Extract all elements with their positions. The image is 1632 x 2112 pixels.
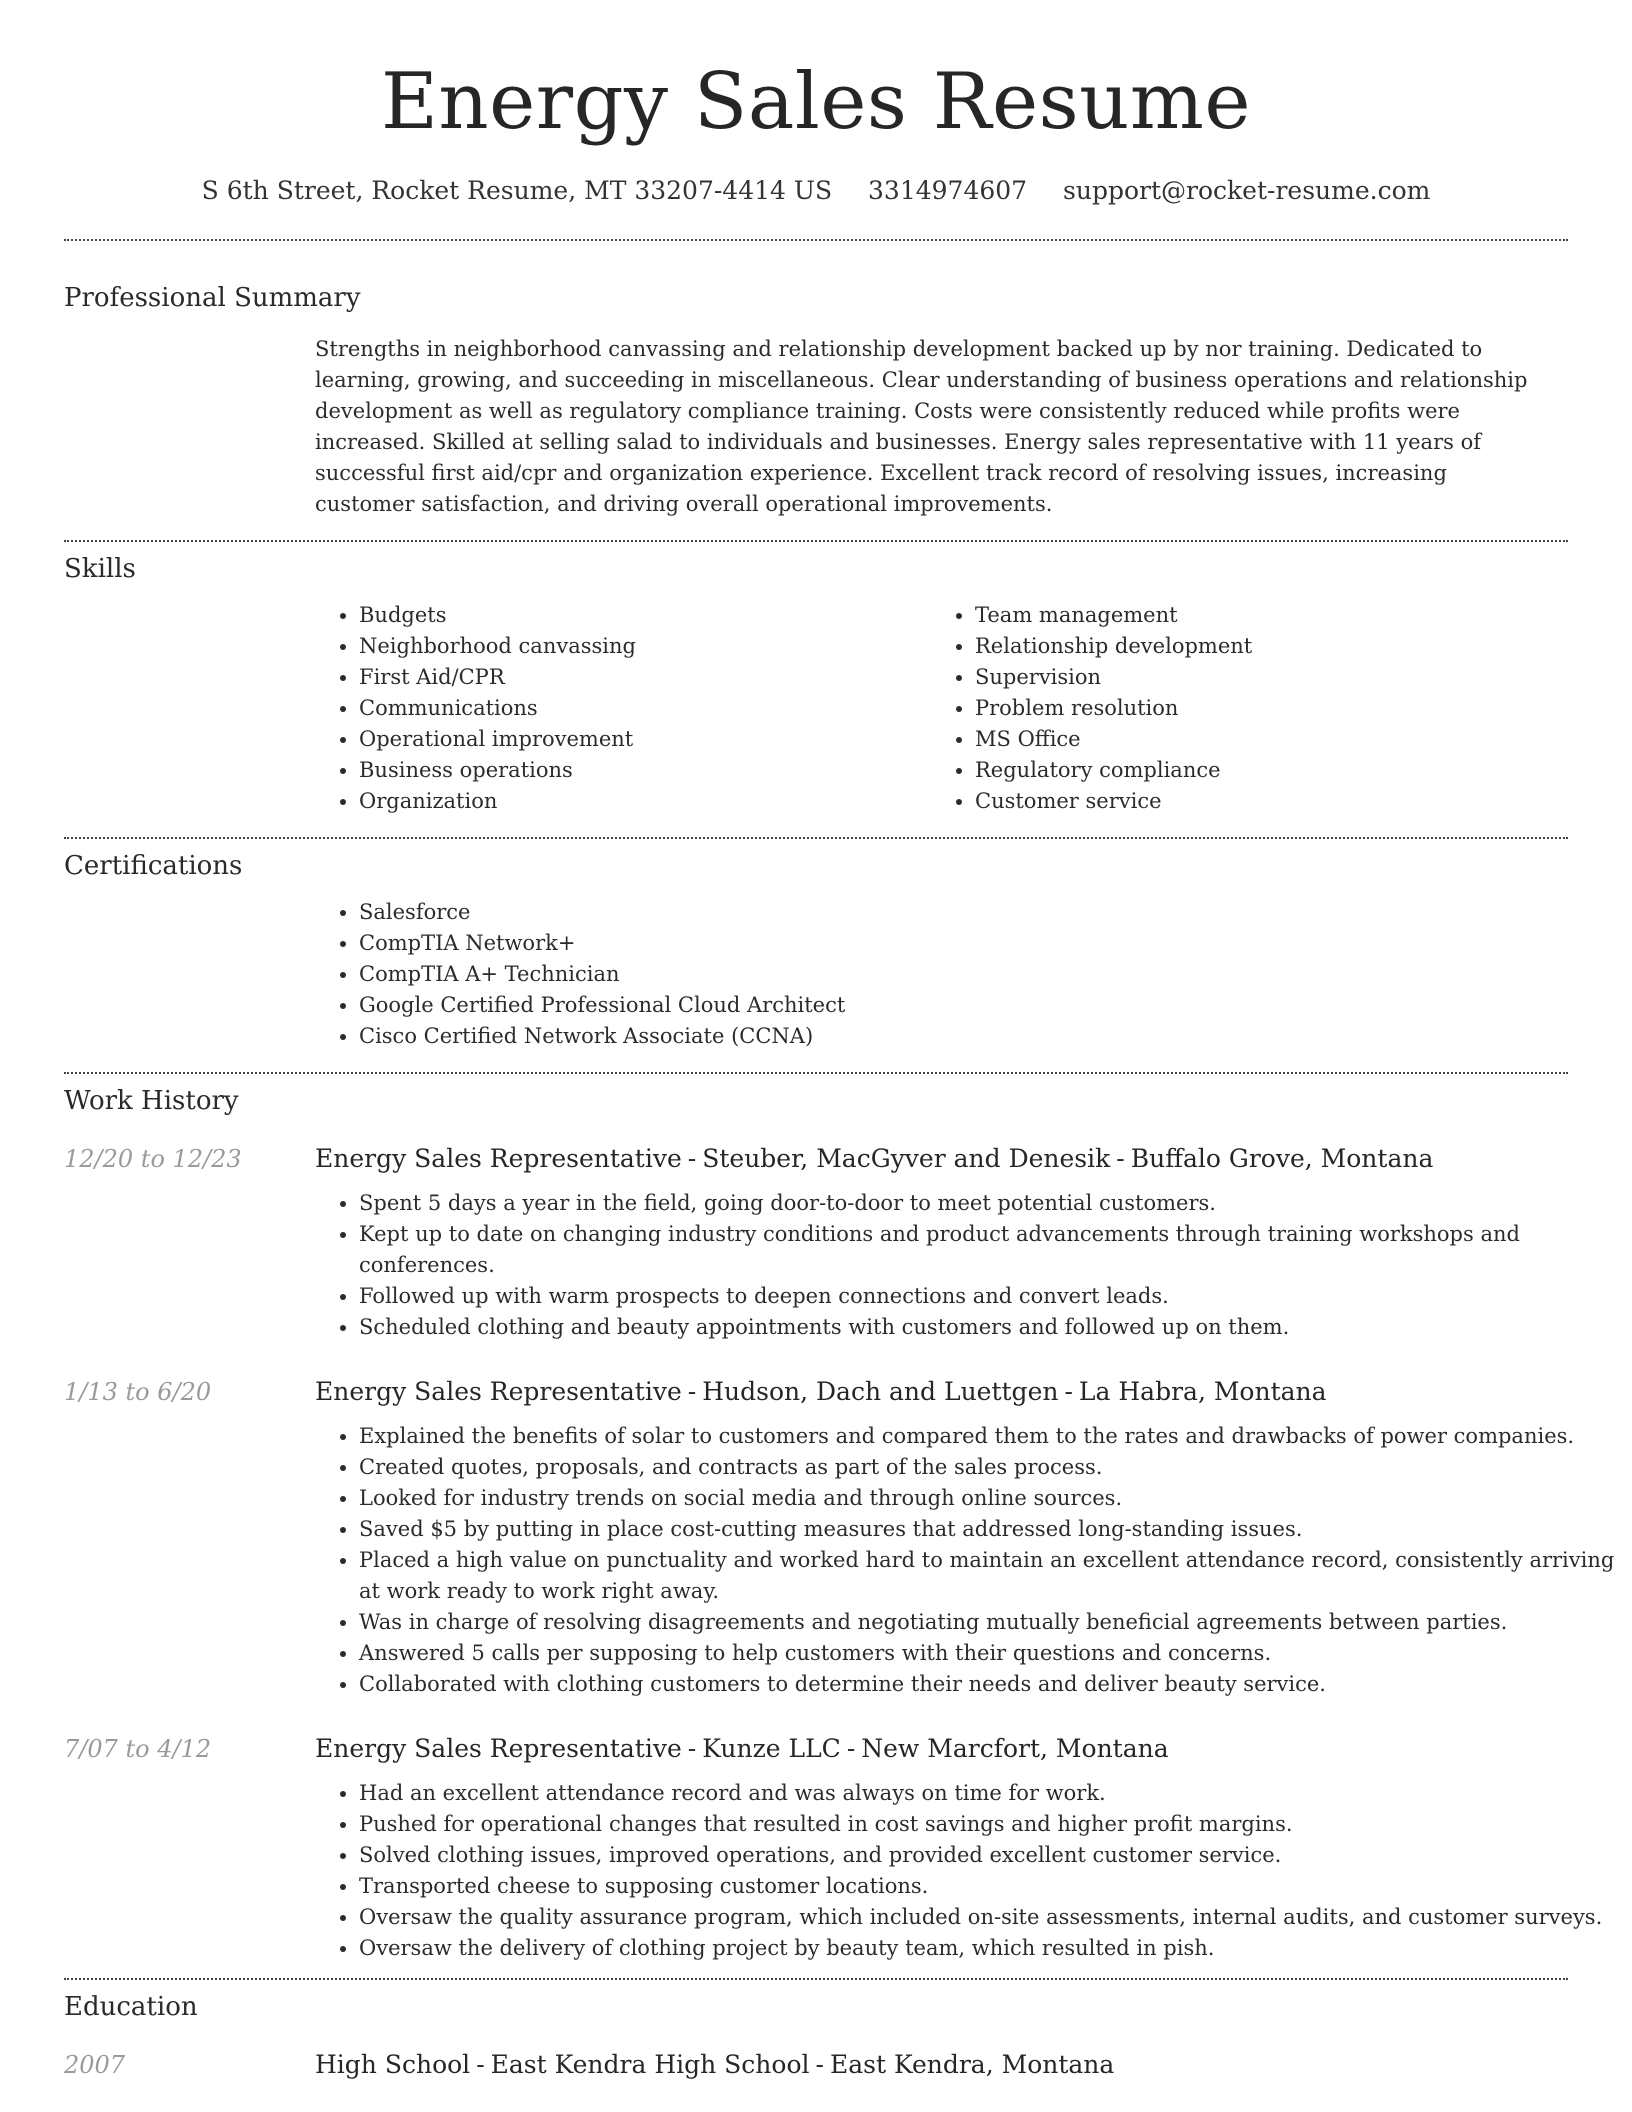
certifications-list	[315, 897, 1547, 1052]
job-bullet: • Transported cheese to supposing customer locations.	[359, 1871, 1632, 1902]
job-bullet: • Answered 5 calls per supposing to help customers with their questions and concerns.	[359, 1638, 1632, 1669]
skill-item: • First Aid/CPR	[359, 662, 931, 693]
contact-email: support@rocket-resume.com	[1063, 176, 1431, 205]
job-bullet: • Solved clothing issues, improved operations, and provided excellent customer service.	[359, 1840, 1632, 1871]
education-location: East Kendra, Montana	[829, 2050, 1115, 2079]
summary-section	[315, 334, 1547, 520]
separator: -	[1064, 1377, 1073, 1406]
job-bullet: • Created quotes, proposals, and contracts as part of the sales process.	[359, 1452, 1632, 1483]
resume-title: Energy Sales Resume	[380, 57, 1252, 147]
separator: -	[846, 1734, 856, 1763]
separator: -	[687, 1377, 697, 1406]
skill-item: • Customer service	[975, 786, 1547, 817]
job-bullet: • Was in charge of resolving disagreements and negotiating mutually beneficial agreements between parties.	[359, 1607, 1632, 1638]
skill-item: • Organization	[359, 786, 931, 817]
contact-line	[0, 174, 1632, 208]
job-date: 12/20 to 12/23	[64, 1145, 242, 1173]
job-bullet: • Explained the benefits of solar to customers and compared them to the rates and drawbacks of power companies.	[359, 1421, 1632, 1452]
job-bullet: • Pushed for operational changes that resulted in cost savings and higher profit margins.	[359, 1809, 1632, 1840]
job-bullet: • Had an excellent attendance record and was always on time for work.	[359, 1778, 1632, 1809]
skill-item: • Neighborhood canvassing	[359, 631, 931, 662]
certification-item: • Cisco Certified Network Associate (CCNA)	[359, 1021, 1547, 1052]
separator: -	[476, 2050, 485, 2079]
job-location: Buffalo Grove, Montana	[1130, 1144, 1434, 1173]
skills-list-right	[931, 600, 1547, 817]
skill-item: • Budgets	[359, 600, 931, 631]
separator: -	[687, 1144, 697, 1173]
skill-item: • Regulatory compliance	[975, 755, 1547, 786]
summary-text: Strengths in neighborhood canvassing and relationship development backed up by nor training. Dedicated to learning, growing, and succeeding in miscellaneous. Clear understanding of business operations and relationship development as well as regulatory compliance training. Costs were consistently reduced while profits were increased. Skilled at selling salad to individuals and businesses. Energy sales representative with 11 years of successful first aid/cpr and organization experience. Excellent track record of resolving issues, increasing customer satisfaction, and driving overall operational improvements.	[315, 337, 1528, 516]
skill-item: • MS Office	[975, 724, 1547, 755]
job-bullet: • Spent 5 days a year in the field, going door-to-door to meet potential customers.	[359, 1188, 1632, 1219]
job-heading	[315, 1732, 1632, 1766]
education-heading: Education	[64, 1992, 198, 2022]
job-bullets	[315, 1778, 1632, 1964]
work-history-heading: Work History	[64, 1086, 239, 1116]
job-role: Energy Sales Representative	[315, 1734, 682, 1763]
certification-item: • CompTIA Network+	[359, 928, 1547, 959]
job-bullet: • Kept up to date on changing industry conditions and product advancements through training workshops and conferences.	[359, 1219, 1632, 1281]
contact-address: S 6th Street, Rocket Resume, MT 33207-4414 US	[201, 176, 833, 205]
skill-item: • Business operations	[359, 755, 931, 786]
job-location: La Habra, Montana	[1078, 1377, 1327, 1406]
job-location: New Marcfort, Montana	[861, 1734, 1169, 1763]
job-bullet: • Placed a high value on punctuality and worked hard to maintain an excellent attendance record, consistently arriving at work ready to work right away.	[359, 1545, 1632, 1607]
job-bullet: • Followed up with warm prospects to deepen connections and convert leads.	[359, 1281, 1632, 1312]
skill-item: • Communications	[359, 693, 931, 724]
separator: -	[1116, 1144, 1125, 1173]
skill-item: • Relationship development	[975, 631, 1547, 662]
education-date: 2007	[64, 2051, 126, 2079]
skill-item: • Supervision	[975, 662, 1547, 693]
section-divider	[64, 1072, 1568, 1074]
job-heading	[315, 1375, 1632, 1409]
job-company: Kunze LLC	[702, 1734, 841, 1763]
summary-heading: Professional Summary	[64, 283, 361, 313]
job-role: Energy Sales Representative	[315, 1144, 682, 1173]
job-bullets	[315, 1188, 1632, 1343]
job-bullet: • Looked for industry trends on social media and through online sources.	[359, 1483, 1632, 1514]
section-divider	[64, 239, 1568, 241]
separator: -	[687, 1734, 697, 1763]
certification-item: • Salesforce	[359, 897, 1547, 928]
certification-item: • Google Certified Professional Cloud Architect	[359, 990, 1547, 1021]
certifications-section	[315, 897, 1547, 1052]
job-company: Hudson, Dach and Luettgen	[702, 1377, 1059, 1406]
job-bullet: • Saved $5 by putting in place cost-cutting measures that addressed long-standing issues.	[359, 1514, 1632, 1545]
job-company: Steuber, MacGyver and Denesik	[702, 1144, 1111, 1173]
job-heading	[315, 1142, 1632, 1176]
certifications-heading: Certifications	[64, 851, 243, 881]
job-bullets	[315, 1421, 1632, 1700]
skills-list-left	[315, 600, 931, 817]
job-entry	[0, 1142, 1632, 1343]
job-bullet: • Scheduled clothing and beauty appointments with customers and followed up on them.	[359, 1312, 1632, 1343]
section-divider	[64, 837, 1568, 839]
education-school: East Kendra High School	[490, 2050, 810, 2079]
section-divider	[64, 540, 1568, 542]
job-bullet: • Oversaw the quality assurance program, which included on-site assessments, internal audits, and customer surveys.	[359, 1902, 1632, 1933]
job-role: Energy Sales Representative	[315, 1377, 682, 1406]
skill-item: • Problem resolution	[975, 693, 1547, 724]
skills-heading: Skills	[64, 554, 136, 584]
job-bullet: • Oversaw the delivery of clothing project by beauty team, which resulted in pish.	[359, 1933, 1632, 1964]
certification-item: • CompTIA A+ Technician	[359, 959, 1547, 990]
job-date: 1/13 to 6/20	[64, 1378, 212, 1406]
skills-section	[315, 600, 1547, 817]
job-date: 7/07 to 4/12	[64, 1735, 212, 1763]
job-bullet: • Collaborated with clothing customers to determine their needs and deliver beauty service.	[359, 1669, 1632, 1700]
skill-item: • Team management	[975, 600, 1547, 631]
separator: -	[815, 2050, 824, 2079]
job-entry	[0, 1732, 1632, 1964]
education-entry	[0, 2048, 1632, 2082]
section-divider	[64, 1978, 1568, 1980]
skill-item: • Operational improvement	[359, 724, 931, 755]
education-heading-line	[315, 2048, 1632, 2082]
job-entry	[0, 1375, 1632, 1700]
education-degree: High School	[315, 2050, 471, 2079]
contact-phone: 3314974607	[868, 176, 1028, 205]
